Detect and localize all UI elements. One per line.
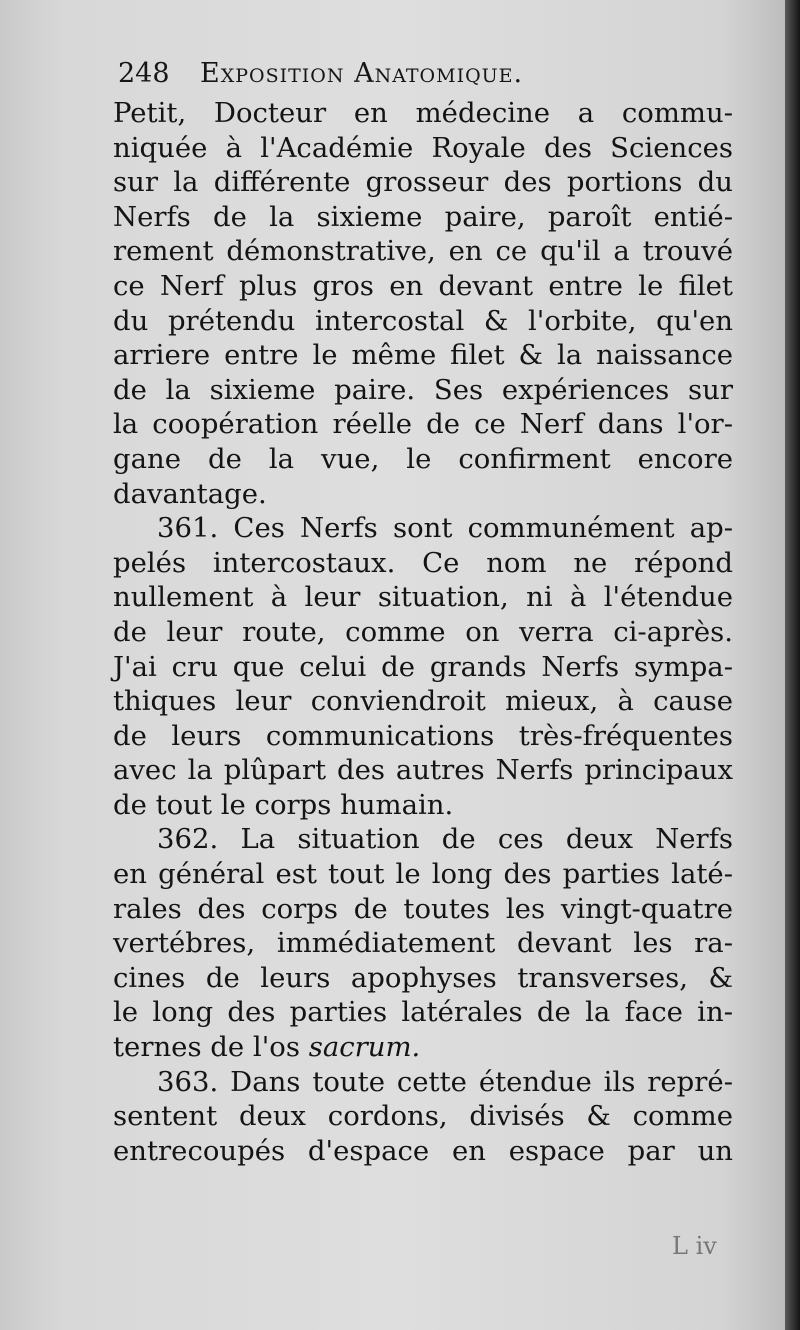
paragraph-362-start: 362. La situation de ces deux Nerfs: [157, 823, 733, 856]
text-line: niquée à l'Académie Royale des Sciences: [113, 131, 733, 164]
page-number: 248: [118, 58, 170, 89]
text-line: de leur route, comme on verra ci-après.: [113, 615, 733, 648]
text-line: Petit, Docteur en médecine a commu-: [113, 97, 733, 129]
text-line: rement démonstrative, en ce qu'il a trouvé: [113, 235, 733, 268]
text-line: cines de leurs apophyses transverses, &: [113, 961, 733, 994]
text-line: en général est tout le long des parties laté-: [113, 858, 733, 891]
text-line: de tout le corps humain.: [113, 788, 454, 821]
text-line: sur la différente grosseur des portions du: [113, 166, 733, 199]
text-line: ce Nerf plus gros en devant entre le filet: [113, 269, 733, 302]
page-edge: [785, 0, 800, 1330]
text-line: nullement à leur situation, ni à l'étendue: [113, 581, 733, 614]
text-line: la coopération réelle de ce Nerf dans l'or-: [113, 408, 733, 441]
text-line: J'ai cru que celui de grands Nerfs sympa-: [113, 650, 733, 683]
text-line: entrecoupés d'espace en espace par un: [113, 1134, 733, 1167]
text-line: de la sixieme paire. Ses expériences sur: [113, 373, 733, 406]
text-line: thiques leur conviendroit mieux, à cause: [113, 685, 733, 718]
text-line: Nerfs de la sixieme paire, paroît entié-: [113, 200, 733, 233]
paragraph-363-start: 363. Dans toute cette étendue ils repré-: [157, 1065, 733, 1098]
signature-mark: L iv: [672, 1232, 717, 1260]
text-line: gane de la vue, le confirment encore: [113, 442, 733, 475]
running-title: Exposition Anatomique.: [200, 58, 524, 89]
text-line: de leurs communications très-fréquentes: [113, 719, 733, 752]
page-header: [118, 58, 718, 98]
italic-word: sacrum.: [308, 1031, 421, 1064]
text-line: sentent deux cordons, divisés & comme: [113, 1100, 733, 1133]
text-line: le long des parties latérales de la face in-: [113, 996, 733, 1029]
text-line: du prétendu intercostal & l'orbite, qu'en: [113, 304, 733, 337]
paragraph-361-start: 361. Ces Nerfs sont communément ap-: [157, 512, 733, 545]
body-text: [113, 96, 733, 1168]
text-line: rales des corps de toutes les vingt-quatre: [113, 892, 733, 925]
text-fragment: ternes de l'os: [113, 1031, 309, 1064]
text-line: pelés intercostaux. Ce nom ne répond: [113, 546, 733, 579]
text-line: avec la plûpart des autres Nerfs principaux: [113, 754, 733, 787]
text-line: vertébres, immédiatement devant les ra-: [113, 927, 733, 960]
text-line: arriere entre le même filet & la naissance: [113, 339, 733, 372]
text-line: [113, 1030, 733, 1065]
text-line: davantage.: [113, 477, 267, 510]
